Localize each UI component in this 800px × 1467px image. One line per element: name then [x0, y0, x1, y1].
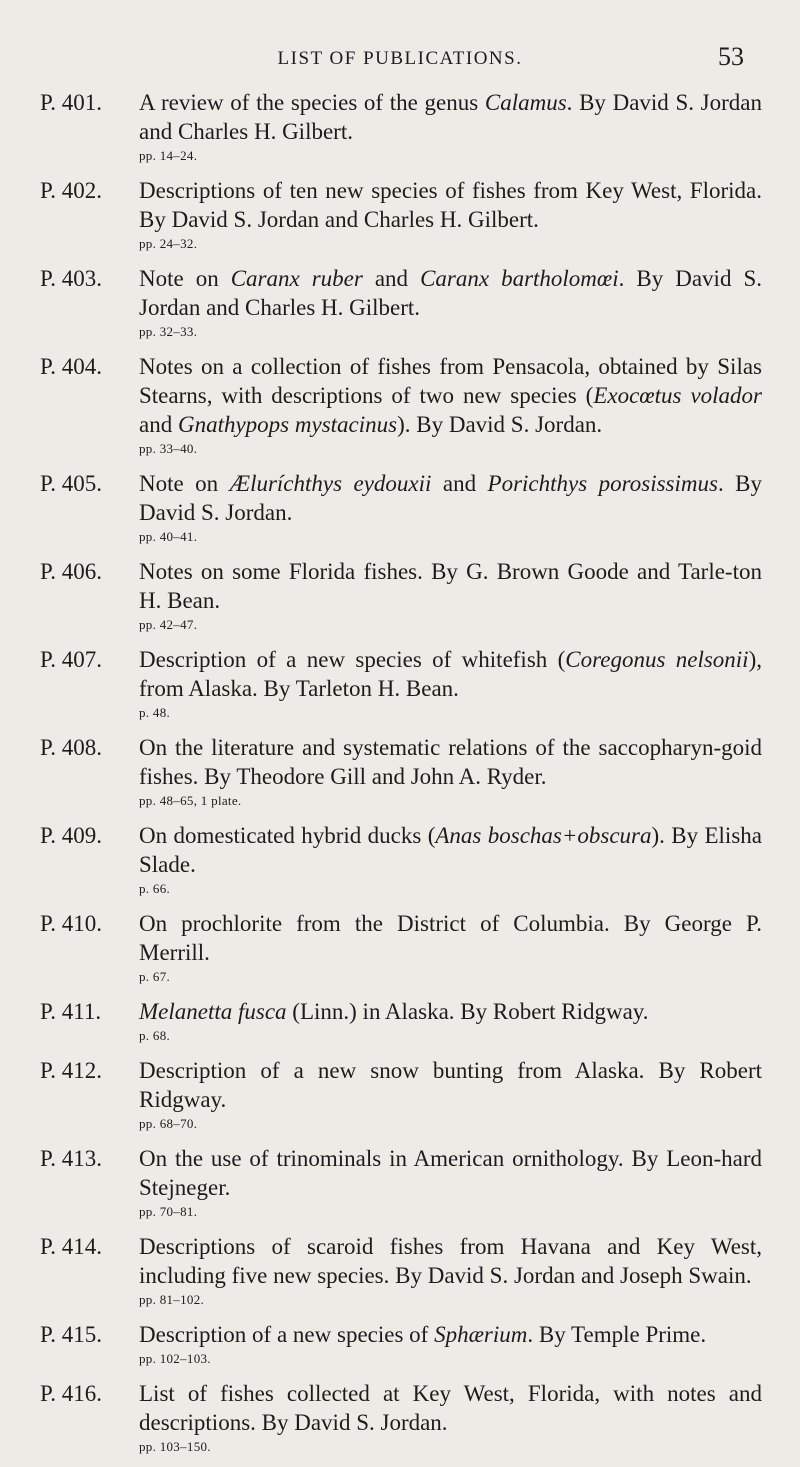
- entry-pages: pp. 81–102.: [139, 1292, 205, 1307]
- entry-text-run: Description of a new species of whitefish (: [139, 647, 566, 672]
- entry-number: P. 413.: [40, 1146, 102, 1171]
- publication-entry: [40, 1379, 762, 1455]
- entry-text: [139, 352, 762, 439]
- entry-italic-name: Caranx bartholomœi: [420, 266, 619, 291]
- entry-body: [139, 88, 762, 164]
- entry-pages: p. 66.: [139, 881, 171, 896]
- entry-text: [139, 176, 762, 234]
- entry-pages: pp. 40–41.: [139, 529, 198, 544]
- publication-entry: [40, 176, 762, 252]
- entry-text: [139, 264, 762, 322]
- publication-entry: [40, 88, 762, 164]
- entry-number: P. 406.: [40, 559, 102, 584]
- entry-text: [139, 1144, 762, 1202]
- entry-text: [139, 1232, 762, 1290]
- publication-entry: [40, 733, 762, 809]
- entry-text: [139, 733, 762, 791]
- entry-text: [139, 821, 762, 879]
- entry-number: P. 410.: [40, 911, 102, 936]
- entry-text-run: . By David S. Jordan and Charles H. Gilbert.: [139, 90, 762, 144]
- entry-body: [139, 352, 762, 457]
- page-header: [0, 42, 800, 78]
- entry-italic-name: Caranx ruber: [230, 266, 363, 291]
- entry-text: [139, 557, 762, 615]
- publication-entry: [40, 1056, 762, 1132]
- entry-italic-name: Melanetta fusca: [139, 999, 287, 1024]
- entry-number: P. 411.: [40, 999, 102, 1024]
- publication-entry: [40, 264, 762, 340]
- entry-pages: pp. 24–32.: [139, 236, 198, 251]
- publication-entry: [40, 1320, 762, 1367]
- entry-text-run: On the literature and systematic relations of the saccopharyn-goid fishes. By Theodore Gill and John A. Ryder.: [139, 735, 762, 789]
- entry-italic-name: Porichthys porosissimus: [487, 471, 718, 496]
- entry-pages: pp. 48–65, 1 plate.: [139, 793, 242, 808]
- page-number: 53: [718, 42, 744, 71]
- publication-entry: [40, 821, 762, 897]
- entry-number: P. 415.: [40, 1322, 102, 1347]
- publication-entry: [40, 557, 762, 633]
- entry-pages: pp. 42–47.: [139, 617, 198, 632]
- entry-italic-name: Anas boschas+obscura: [435, 823, 652, 848]
- entry-body: [139, 1379, 762, 1455]
- entry-italic-name: Sphærium: [434, 1322, 528, 1347]
- entry-number: P. 407.: [40, 647, 102, 672]
- entry-body: [139, 1056, 762, 1132]
- entry-body: [139, 821, 762, 897]
- entry-text-run: and: [362, 266, 421, 291]
- entry-text-run: Note on: [139, 471, 230, 496]
- entry-text-run: On prochlorite from the District of Columbia. By George P. Merrill.: [139, 911, 762, 965]
- entry-text: [139, 469, 762, 527]
- entry-italic-name: Æluríchthys eydouxii: [229, 471, 432, 496]
- entry-number: P. 412.: [40, 1058, 102, 1083]
- entry-number: P. 414.: [40, 1234, 102, 1259]
- entry-body: [139, 1232, 762, 1308]
- entry-text-run: . By David S. Jordan and Charles H. Gilbert.: [139, 266, 762, 320]
- entry-number: P. 403.: [40, 266, 102, 291]
- entry-pages: pp. 14–24.: [139, 148, 198, 163]
- entry-text-run: Description of a new snow bunting from Alaska. By Robert Ridgway.: [139, 1058, 762, 1112]
- entry-text: [139, 88, 762, 146]
- entry-body: [139, 1320, 762, 1367]
- publication-list: [40, 88, 762, 1467]
- entry-body: [139, 997, 762, 1044]
- entry-text-run: . By Temple Prime.: [527, 1322, 707, 1347]
- entry-number: P. 409.: [40, 823, 102, 848]
- entry-pages: pp. 68–70.: [139, 1116, 198, 1131]
- entry-text-run: List of fishes collected at Key West, Florida, with notes and descriptions. By David S. Jordan.: [139, 1381, 762, 1435]
- entry-text-run: ). By Elisha Slade.: [139, 823, 762, 877]
- publication-entry: [40, 997, 762, 1044]
- publication-entry: [40, 1144, 762, 1220]
- entry-number: P. 404.: [40, 354, 102, 379]
- entry-pages: p. 48.: [139, 705, 171, 720]
- publication-entry: [40, 352, 762, 457]
- publication-entry: [40, 469, 762, 545]
- entry-text-run: Notes on a collection of fishes from Pensacola, obtained by Silas Stearns, with descriptions of two new species (: [139, 354, 762, 408]
- entry-italic-name: Gnathypops mystacinus: [177, 412, 398, 437]
- entry-text-run: Description of a new species of: [139, 1322, 435, 1347]
- entry-text-run: On domesticated hybrid ducks (: [139, 823, 436, 848]
- entry-pages: pp. 70–81.: [139, 1204, 198, 1219]
- publication-entry: [40, 909, 762, 985]
- entry-body: [139, 557, 762, 633]
- entry-text: [139, 645, 762, 703]
- entry-text-run: A review of the species of the genus: [139, 90, 485, 115]
- entry-body: [139, 909, 762, 985]
- entry-pages: pp. 32–33.: [139, 324, 198, 339]
- entry-text-run: and: [139, 412, 178, 437]
- entry-text-run: Notes on some Florida fishes. By G. Brown Goode and Tarle-ton H. Bean.: [139, 559, 762, 613]
- entry-text-run: ). By David S. Jordan.: [397, 412, 603, 437]
- entry-number: P. 402.: [40, 178, 102, 203]
- entry-pages: pp. 33–40.: [139, 441, 198, 456]
- entry-text-run: On the use of trinominals in American ornithology. By Leon-hard Stejneger.: [139, 1146, 762, 1200]
- entry-text-run: Descriptions of ten new species of fishes from Key West, Florida. By David S. Jordan and Charles H. Gilbert.: [139, 178, 762, 232]
- entry-text-run: . By David S. Jordan.: [139, 471, 762, 525]
- entry-number: P. 408.: [40, 735, 102, 760]
- entry-text-run: and: [431, 471, 488, 496]
- entry-text: [139, 1056, 762, 1114]
- entry-number: P. 416.: [40, 1381, 102, 1406]
- publication-entry: [40, 645, 762, 721]
- running-title: LIST OF PUBLICATIONS.: [277, 48, 523, 69]
- entry-italic-name: Coregonus nelsonii: [565, 647, 749, 672]
- publication-entry: [40, 1232, 762, 1308]
- entry-body: [139, 1144, 762, 1220]
- entry-body: [139, 264, 762, 340]
- entry-text-run: Note on: [139, 266, 231, 291]
- entry-text: [139, 1320, 762, 1349]
- entry-italic-name: Exocœtus volador: [593, 383, 762, 408]
- entry-body: [139, 645, 762, 721]
- entry-pages: pp. 103–150.: [139, 1439, 211, 1454]
- entry-text: [139, 1379, 762, 1437]
- entry-text-run: ), from Alaska. By Tarleton H. Bean.: [139, 647, 762, 701]
- entry-pages: p. 67.: [139, 969, 171, 984]
- entry-pages: pp. 102–103.: [139, 1351, 211, 1366]
- entry-number: P. 401.: [40, 90, 102, 115]
- entry-text-run: (Linn.) in Alaska. By Robert Ridgway.: [286, 999, 649, 1024]
- entry-number: P. 405.: [40, 471, 102, 496]
- entry-text: [139, 909, 762, 967]
- entry-text-run: Descriptions of scaroid fishes from Havana and Key West, including five new species. By David S. Jordan and Joseph Swain.: [139, 1234, 762, 1288]
- entry-body: [139, 733, 762, 809]
- entry-italic-name: Calamus: [484, 90, 567, 115]
- entry-body: [139, 469, 762, 545]
- entry-text: [139, 997, 762, 1026]
- entry-body: [139, 176, 762, 252]
- entry-pages: p. 68.: [139, 1028, 171, 1043]
